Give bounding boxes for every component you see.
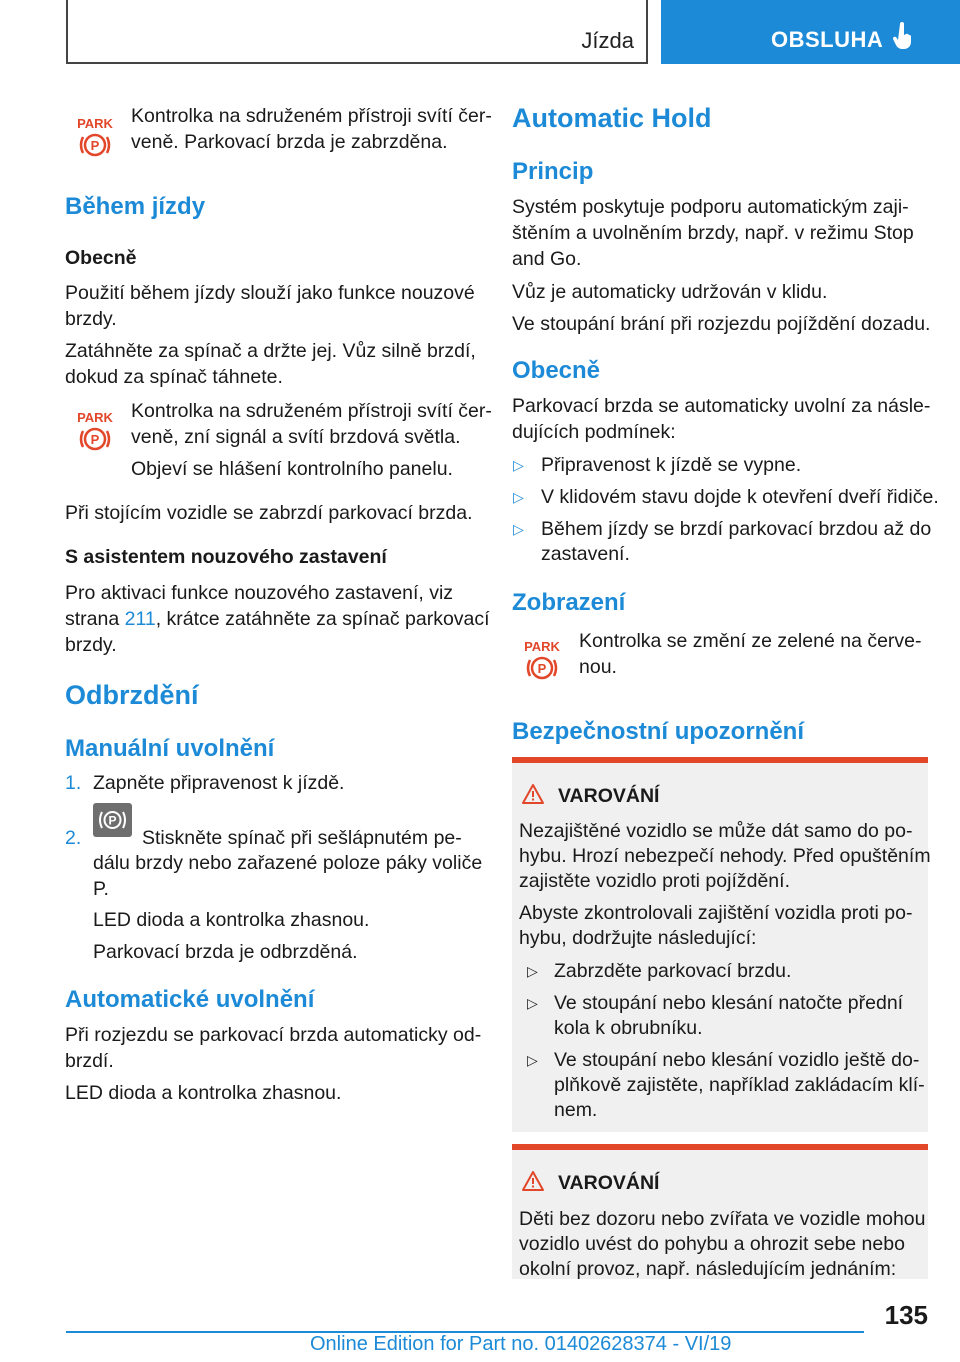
step-text: LED dioda a kontrolka zhasnou. bbox=[93, 909, 370, 931]
paragraph-line: Použití během jízdy slouží jako funkce nouzové bbox=[65, 282, 475, 304]
warning-text: hybu. Hrozí nebezpečí nehody. Před opuštěním bbox=[519, 845, 931, 867]
paragraph-line: brzdí. bbox=[65, 1050, 114, 1072]
bullet-triangle-icon: ▷ bbox=[513, 489, 524, 505]
subheading-general: Obecně bbox=[65, 247, 137, 269]
step-number: 1. bbox=[65, 772, 82, 794]
warning-text: Abyste zkontrolovali zajištění vozidla proti po‐ bbox=[519, 902, 913, 924]
condition-item: Během jízdy se brzdí parkovací brzdou až do bbox=[541, 518, 932, 540]
tab-obsluha[interactable] bbox=[661, 0, 960, 64]
park-note-line: Kontrolka na sdruženém přístroji svítí čer‐ bbox=[131, 400, 492, 422]
display-note-line: nou. bbox=[579, 656, 617, 678]
display-note-line: Kontrolka se změní ze zelené na červe‐ bbox=[579, 630, 922, 652]
step-text: P. bbox=[93, 878, 109, 900]
warning-text: zajistěte vozidlo proti pojíždění. bbox=[519, 870, 790, 892]
bullet-triangle-icon: ▷ bbox=[527, 995, 538, 1011]
step-text: Stiskněte spínač při sešlápnutém pe‐ bbox=[142, 827, 462, 849]
paragraph-line: Vůz je automaticky udržován v klidu. bbox=[512, 281, 828, 303]
paragraph-line: Při rozjezdu se parkovací brzda automaticky od‐ bbox=[65, 1024, 482, 1046]
park-note-line: veně, zní signál a svítí brzdová světla. bbox=[131, 426, 461, 448]
svg-text:PARK: PARK bbox=[77, 410, 113, 425]
park-note-line: Objeví se hlášení kontrolního panelu. bbox=[131, 458, 453, 480]
paragraph-line: Při stojícím vozidle se zabrzdí parkovací brzda. bbox=[65, 502, 473, 524]
bullet-triangle-icon: ▷ bbox=[513, 457, 524, 473]
paragraph-line: Systém poskytuje podporu automatickým zaji‐ bbox=[512, 196, 909, 218]
footer-edition: Online Edition for Part no. 01402628374 - VI/19 bbox=[310, 1333, 732, 1355]
bullet-triangle-icon: ▷ bbox=[527, 1052, 538, 1068]
paragraph-line: brzdy. bbox=[65, 634, 117, 656]
warning-text: Děti bez dozoru nebo zvířata ve vozidle mohou bbox=[519, 1208, 926, 1230]
heading-automatic-hold: Automatic Hold bbox=[512, 103, 712, 133]
warning-bullet: Ve stoupání nebo klesání vozidlo ještě do‐ bbox=[554, 1049, 920, 1071]
warning-bullet: Zabrzděte parkovací brzdu. bbox=[554, 960, 792, 982]
bullet-triangle-icon: ▷ bbox=[513, 521, 524, 537]
paragraph-line: dokud za spínač táhnete. bbox=[65, 366, 283, 388]
paragraph-line: and Go. bbox=[512, 248, 582, 270]
parking-brake-button-icon bbox=[93, 803, 132, 837]
step-text: dálu brzdy nebo zařazené poloze páky voliče bbox=[93, 852, 483, 874]
warning-bullet: plňkově zajistěte, například zakládacím klí‐ bbox=[554, 1074, 925, 1096]
paragraph-line: štěním a uvolněním brzdy, např. v režimu Stop bbox=[512, 222, 914, 244]
tab-label: OBSLUHA bbox=[771, 27, 884, 52]
warning-text: okolní provoz, např. následujícím jednáním: bbox=[519, 1258, 897, 1280]
park-brake-warning-icon bbox=[73, 114, 117, 162]
heading-automatic-release: Automatické uvolnění bbox=[65, 986, 315, 1013]
subheading-assistant: S asistentem nouzového zastavení bbox=[65, 546, 387, 568]
condition-item: V klidovém stavu dojde k otevření dveří řidiče. bbox=[541, 486, 939, 508]
warning-title: VAROVÁNÍ bbox=[558, 1172, 660, 1194]
svg-text:PARK: PARK bbox=[77, 116, 113, 131]
condition-item: Připravenost k jízdě se vypne. bbox=[541, 454, 802, 476]
heading-manual-release: Manuální uvolnění bbox=[65, 735, 275, 762]
park-note-line: Kontrolka na sdruženém přístroji svítí čer‐ bbox=[131, 105, 492, 127]
paragraph-line: Ve stoupání brání při rozjezdu pojíždění dozadu. bbox=[512, 313, 931, 335]
step-text: Parkovací brzda je odbrzděná. bbox=[93, 941, 358, 963]
heading-principle: Princip bbox=[512, 158, 594, 185]
warning-triangle-icon bbox=[521, 783, 545, 805]
header-left-frame bbox=[66, 0, 648, 64]
warning-text: Nezajištěné vozidlo se může dát samo do po‐ bbox=[519, 820, 913, 842]
paragraph-line: Parkovací brzda se automaticky uvolní za násle‐ bbox=[512, 395, 931, 417]
warning-triangle-icon bbox=[521, 1170, 545, 1192]
warning-bullet: Ve stoupání nebo klesání natočte přední bbox=[554, 992, 904, 1014]
step-number: 2. bbox=[65, 827, 82, 849]
paragraph-line: Zatáhněte za spínač a držte jej. Vůz silně brzdí, bbox=[65, 340, 476, 362]
warning-bullet: nem. bbox=[554, 1099, 598, 1121]
svg-text:PARK: PARK bbox=[524, 639, 560, 654]
condition-item: zastavení. bbox=[541, 543, 630, 565]
heading-general: Obecně bbox=[512, 357, 601, 384]
paragraph-line: brzdy. bbox=[65, 308, 117, 330]
svg-text:P: P bbox=[90, 138, 100, 153]
page-link-211[interactable]: 211 bbox=[124, 608, 156, 630]
heading-display: Zobrazení bbox=[512, 589, 626, 616]
text-fragment: strana bbox=[65, 608, 125, 630]
svg-text:P: P bbox=[537, 661, 547, 676]
paragraph-line: LED dioda a kontrolka zhasnou. bbox=[65, 1082, 342, 1104]
park-brake-warning-icon bbox=[73, 408, 117, 456]
svg-text:P: P bbox=[108, 813, 117, 828]
warning-title: VAROVÁNÍ bbox=[558, 785, 660, 807]
step-text: Zapněte připravenost k jízdě. bbox=[93, 772, 345, 794]
bullet-triangle-icon: ▷ bbox=[527, 963, 538, 979]
hand-pointer-icon bbox=[893, 22, 915, 50]
paragraph-line bbox=[65, 606, 490, 632]
text-fragment: , krátce zatáhněte za spínač parkovací bbox=[155, 608, 490, 630]
page-number: 135 bbox=[884, 1300, 928, 1330]
header-section-title: Jízda bbox=[581, 28, 634, 53]
heading-safety-notes: Bezpečnostní upozornění bbox=[512, 718, 805, 745]
paragraph-line: dujících podmínek: bbox=[512, 421, 676, 443]
svg-text:P: P bbox=[90, 432, 100, 447]
heading-release: Odbrzdění bbox=[65, 680, 199, 710]
park-note-line: veně. Parkovací brzda je zabrzděna. bbox=[131, 131, 448, 153]
paragraph-line: Pro aktivaci funkce nouzového zastavení, viz bbox=[65, 582, 454, 604]
warning-bullet: kola k obrubníku. bbox=[554, 1017, 703, 1039]
warning-text: vozidlo uvést do pohybu a ohrozit sebe nebo bbox=[519, 1233, 905, 1255]
warning-text: hybu, dodržujte následující: bbox=[519, 927, 757, 949]
heading-during-driving: Během jízdy bbox=[65, 193, 206, 220]
park-brake-indicator-icon bbox=[520, 637, 564, 685]
